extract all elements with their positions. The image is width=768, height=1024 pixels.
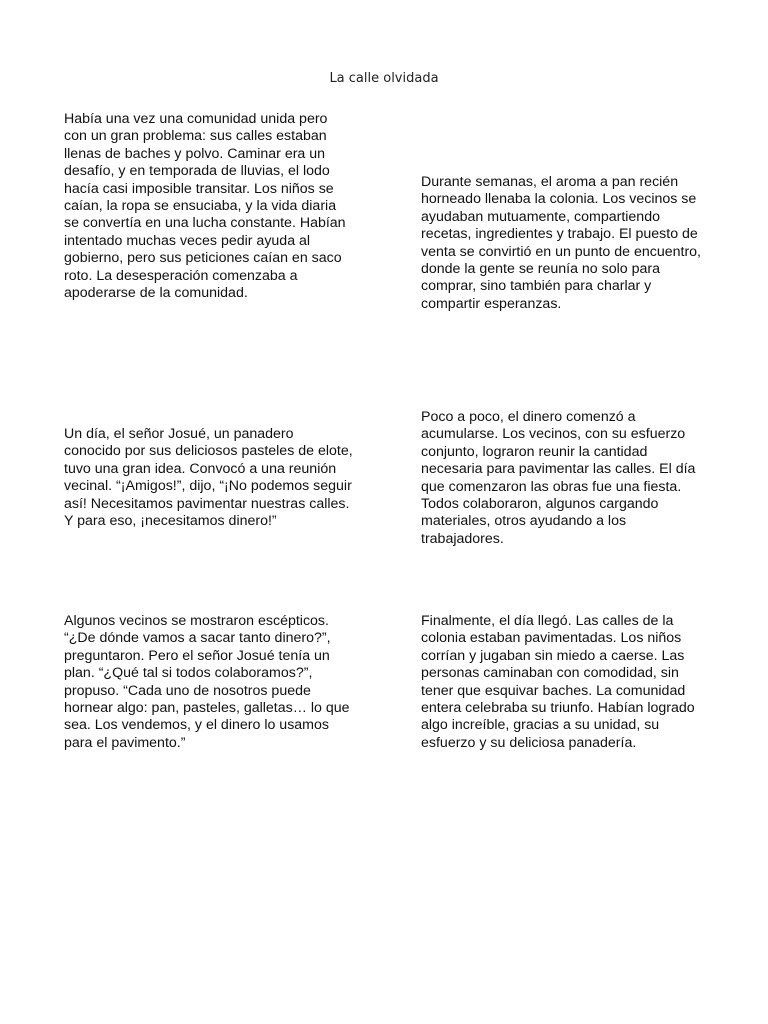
paragraph-left-1: Había una vez una comunidad unida pero con un gran problema: sus calles estaban llenas de baches y polvo. Caminar era un desafío, y en temporada de lluvias, el lodo hacía casi imposible transitar. Los niños se caían, la ropa se ensuciaba, y la vida diaria se convertía en una lucha constante. Habían intentado muchas veces pedir ayuda al gobierno, pero sus peticiones caían en saco roto. La desesperación comenzaba a apoderarse de la comunidad.: [64, 111, 346, 302]
paragraph-left-3: Algunos vecinos se mostraron escépticos. “¿De dónde vamos a sacar tanto dinero?”, preguntaron. Pero el señor Josué tenía un plan. “¿Qué tal si todos colaboramos?”, propuso. “Cada uno de nosotros puede hornear algo: pan, pasteles, galletas… lo que sea. Los vendemos, y el dinero lo usamos para el pavimento.”: [64, 613, 350, 751]
paragraph-right-2: Poco a poco, el dinero comenzó a acumularse. Los vecinos, con su esfuerzo conjunto, lograron reunir la cantidad necesaria para pavimentar las calles. El día que comenzaron las obras fue una fiesta. Todos colaboraron, algunos cargando materiales, otros ayudando a los trabajadores.: [421, 409, 696, 547]
paragraph-left-2: Un día, el señor Josué, un panadero conocido por sus deliciosos pasteles de elote, tuvo una gran idea. Convocó a una reunión vecinal. “¡Amigos!”, dijo, “¡No podemos seguir así! Necesitamos pavimentar nuestras calles. Y para eso, ¡necesitamos dinero!”: [64, 426, 353, 530]
page-title: La calle olvidada: [329, 71, 439, 86]
paragraph-right-1: Durante semanas, el aroma a pan recién horneado llenaba la colonia. Los vecinos se ayudaban mutuamente, compartiendo recetas, ingredientes y trabajo. El puesto de venta se convirtió en un punto de encuentro, donde la gente se reunía no solo para comprar, sino también para charlar y compartir esperanzas.: [421, 174, 702, 312]
paragraph-right-3: Finalmente, el día llegó. Las calles de la colonia estaban pavimentadas. Los niños corrían y jugaban sin miedo a caerse. Las personas caminaban con comodidad, sin tener que esquivar baches. La comunidad entera celebraba su triunfo. Habían logrado algo increíble, gracias a su unidad, su esfuerzo y su deliciosa panadería.: [421, 613, 695, 751]
